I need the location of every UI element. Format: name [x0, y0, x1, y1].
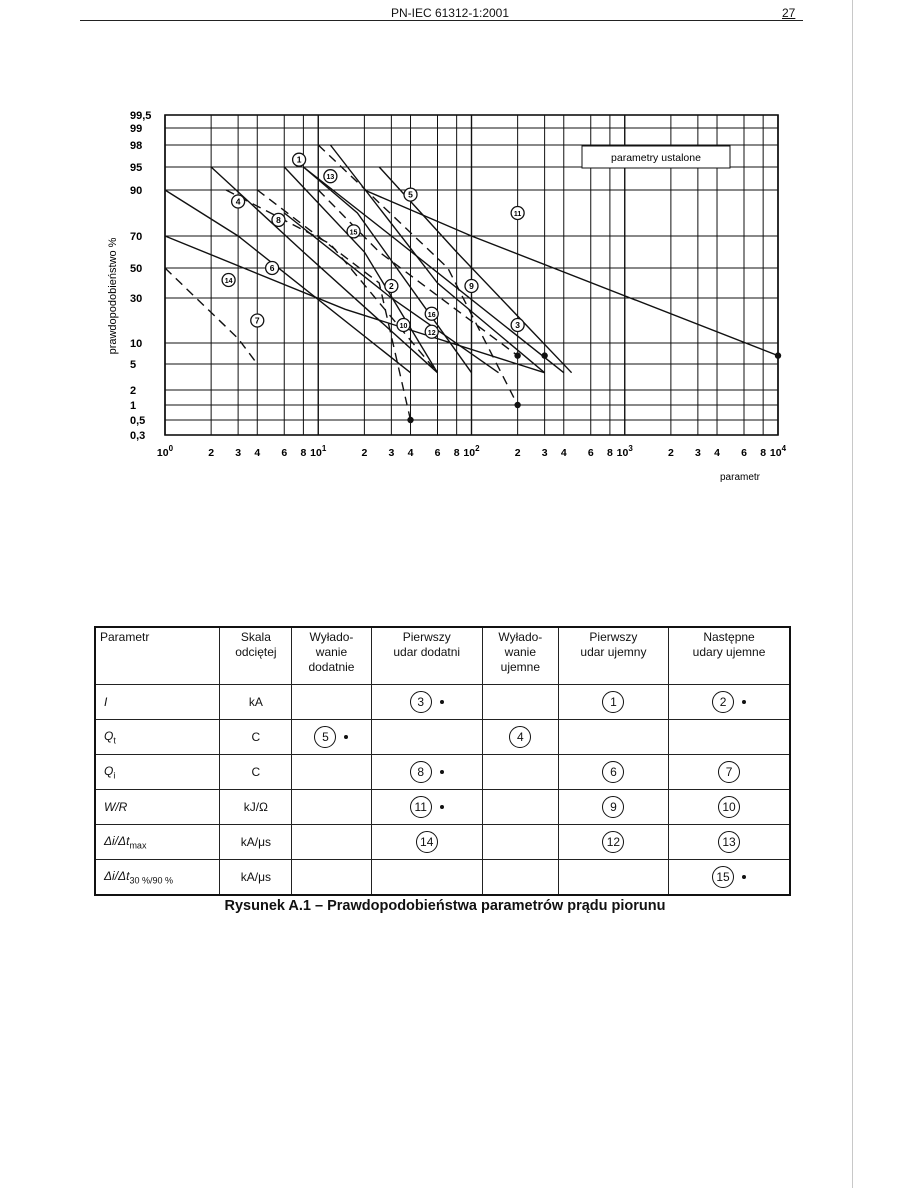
table-row	[95, 685, 790, 720]
x-tick-label: $10^0$	[156, 444, 174, 459]
curve-label-16	[425, 307, 438, 320]
x-tick-label: 6	[281, 447, 288, 459]
unit-cell: kA	[220, 685, 292, 720]
x-tick-label: 4	[407, 447, 414, 459]
table-row	[95, 825, 790, 860]
curve-reference-cell	[371, 790, 482, 825]
header-standard: PN-IEC 61312-1:2001	[390, 6, 510, 20]
curve-label-10	[397, 319, 410, 332]
x-tick-label: 2	[514, 447, 521, 459]
curve-label-12	[425, 325, 438, 338]
curve-label-number: 13	[326, 174, 335, 182]
y-tick-label: 10	[130, 338, 143, 350]
x-tick-label: 6	[587, 447, 594, 459]
parameter-cell: $\Delta i/\Delta t_{30 \%/90 \%}$	[95, 860, 220, 896]
curve-label-number: 5	[408, 189, 413, 200]
x-tick-label: 4	[254, 447, 261, 459]
curve-reference-cell	[558, 755, 668, 790]
curve-number-badge: 3	[410, 691, 432, 713]
x-tick-label: 6	[434, 447, 441, 459]
y-tick-label: 98	[130, 140, 143, 152]
curve-label-number: 3	[515, 320, 521, 330]
curve-label-number: 10	[399, 323, 408, 330]
x-tick-label: 4	[560, 447, 567, 459]
curve-label-number: 4	[235, 196, 241, 207]
parameter-cell: $\Delta i/\Delta t_{max}$	[95, 825, 220, 860]
curve-reference-cell	[669, 755, 790, 790]
figure-caption: Rysunek A.1 – Prawdopodobieństwa parametrów prądu piorunu	[224, 898, 666, 914]
x-tick-label: 3	[388, 447, 395, 459]
x-tick-label: $10^2$	[463, 444, 480, 459]
curve-label-2	[385, 280, 398, 293]
curve-label-7	[251, 314, 264, 327]
y-tick-label: 99	[130, 123, 143, 135]
curve-label-13	[324, 170, 337, 183]
curve-label-number: 7	[254, 315, 260, 326]
curve-number-badge: 4	[509, 726, 531, 748]
curve-reference-cell	[371, 755, 482, 790]
x-tick-label: 2	[667, 447, 674, 459]
fixed-parameter-dot	[344, 735, 348, 739]
table-row	[95, 720, 790, 755]
table-header-cell: Wyłado- wanie dodatnie	[292, 627, 371, 685]
fixed-parameter-dot	[742, 700, 746, 704]
curve-label-number: 6	[269, 263, 275, 273]
x-tick-label: 3	[235, 447, 242, 459]
curve-number-badge: 8	[410, 761, 432, 783]
curve-label-number: 14	[224, 278, 233, 285]
fixed-parameter-dot	[440, 805, 444, 809]
curve-reference-cell	[669, 860, 790, 896]
curve-number-badge: 6	[602, 761, 624, 783]
series-end-marker	[775, 352, 781, 358]
x-tick-label: 4	[714, 447, 720, 459]
curve-reference-cell	[292, 860, 371, 896]
x-tick-label: 8	[300, 447, 307, 459]
x-tick-label: 6	[741, 447, 747, 459]
unit-cell: C	[220, 755, 292, 790]
x-tick-label: 8	[606, 447, 613, 459]
curve-reference-cell	[558, 860, 668, 896]
y-tick-label: 95	[130, 162, 143, 174]
curve-reference-cell	[482, 825, 558, 860]
page-number: 27	[782, 6, 796, 20]
curve-label-number: 8	[276, 214, 281, 225]
curve-label-number: 1	[296, 154, 302, 165]
y-tick-label: 1	[130, 400, 137, 412]
curve-label-15	[347, 225, 360, 238]
table-header-cell: Pierwszy udar dodatni	[371, 627, 482, 685]
parameter-cell: $Q_i$	[95, 755, 220, 790]
curve-label-3	[511, 319, 524, 332]
y-tick-label: 99,5	[130, 110, 152, 122]
curve-reference-cell	[482, 790, 558, 825]
curve-reference-cell	[482, 685, 558, 720]
curve-label-6	[266, 262, 279, 275]
parameter-cell: $Q_t$	[95, 720, 220, 755]
x-tick-label: $10^4$	[769, 444, 787, 459]
curve-reference-cell	[292, 790, 371, 825]
curve-reference-cell	[669, 825, 790, 860]
curve-label-1	[293, 153, 306, 166]
series-line-12	[165, 236, 545, 373]
fixed-parameter-dot	[440, 770, 444, 774]
y-tick-label: 30	[130, 293, 143, 305]
series-end-marker	[541, 352, 547, 358]
curve-reference-cell	[669, 685, 790, 720]
curve-number-badge: 2	[712, 691, 734, 713]
curve-number-badge: 15	[712, 866, 734, 888]
y-tick-label: 2	[130, 385, 137, 397]
y-tick-label: 90	[130, 185, 143, 197]
parameter-table	[94, 626, 791, 896]
curve-label-number: 2	[389, 281, 394, 291]
x-tick-label: 3	[694, 447, 701, 459]
table-header-cell: Wyłado- wanie ujemne	[482, 627, 558, 685]
x-tick-label: 2	[208, 447, 215, 459]
y-tick-label: 50	[130, 263, 143, 275]
curve-number-badge: 11	[410, 796, 432, 818]
curve-label-9	[465, 280, 478, 293]
series-end-marker	[514, 352, 520, 358]
table-header-cell: Skala odciętej	[220, 627, 292, 685]
parameter-cell: I	[95, 685, 220, 720]
unit-cell: C	[220, 720, 292, 755]
curve-label-number: 12	[427, 329, 436, 337]
curve-reference-cell	[669, 720, 790, 755]
curve-number-badge: 1	[602, 691, 624, 713]
curve-number-badge: 14	[416, 831, 438, 853]
curve-label-number: 11	[513, 211, 522, 218]
table-row	[95, 790, 790, 825]
y-tick-label: 0,3	[130, 430, 146, 442]
curve-label-5	[404, 188, 417, 201]
curve-reference-cell	[558, 685, 668, 720]
curve-label-number: 15	[349, 229, 358, 237]
curve-number-badge: 13	[718, 831, 740, 853]
y-tick-label: 5	[130, 359, 137, 371]
table-header-cell: Następne udary ujemne	[669, 627, 790, 685]
curve-reference-cell	[558, 720, 668, 755]
curve-reference-cell	[292, 720, 371, 755]
x-axis-label: parametr	[719, 472, 761, 483]
series-end-marker	[514, 402, 520, 408]
curve-number-badge: 10	[718, 796, 740, 818]
y-tick-label: 70	[130, 231, 143, 243]
curve-reference-cell	[371, 825, 482, 860]
table-header-cell: Pierwszy udar ujemny	[558, 627, 668, 685]
table-row	[95, 860, 790, 896]
curve-number-badge: 7	[718, 761, 740, 783]
curve-label-11	[511, 207, 524, 220]
fixed-parameter-dot	[440, 700, 444, 704]
curve-reference-cell	[558, 790, 668, 825]
curve-number-badge: 9	[602, 796, 624, 818]
unit-cell: kA/μs	[220, 825, 292, 860]
x-tick-label: $10^3$	[616, 444, 633, 459]
probability-chart	[0, 0, 918, 500]
series-line-15	[318, 190, 517, 356]
curve-reference-cell	[558, 825, 668, 860]
table-header-cell: Parametr	[95, 627, 220, 685]
curve-label-4	[232, 195, 245, 208]
x-tick-label: $10^1$	[310, 444, 327, 459]
series-line-13	[303, 167, 563, 373]
curve-reference-cell	[669, 790, 790, 825]
curve-reference-cell	[292, 685, 371, 720]
curve-label-14	[222, 274, 235, 287]
curve-reference-cell	[292, 755, 371, 790]
unit-cell: kJ/Ω	[220, 790, 292, 825]
curve-reference-cell	[482, 720, 558, 755]
curve-reference-cell	[371, 860, 482, 896]
curve-reference-cell	[482, 860, 558, 896]
parameter-cell: W/R	[95, 790, 220, 825]
series-end-marker	[407, 417, 413, 423]
curve-reference-cell	[292, 825, 371, 860]
curve-label-8	[272, 213, 285, 226]
curve-number-badge: 12	[602, 831, 624, 853]
series-line-4	[165, 190, 411, 373]
x-tick-label: 3	[541, 447, 548, 459]
legend-box-label: parametry ustalone	[611, 152, 701, 164]
series-line-6	[211, 167, 437, 373]
table-row	[95, 755, 790, 790]
y-tick-label: 0,5	[130, 415, 146, 427]
curve-reference-cell	[371, 720, 482, 755]
y-axis-label: prawdopodobieństwo %	[107, 237, 119, 355]
x-tick-label: 8	[453, 447, 460, 459]
fixed-parameter-dot	[742, 875, 746, 879]
curve-reference-cell	[482, 755, 558, 790]
curve-reference-cell	[371, 685, 482, 720]
x-tick-label: 8	[760, 447, 767, 459]
unit-cell: kA/μs	[220, 860, 292, 896]
curve-label-number: 16	[427, 311, 436, 319]
curve-label-number: 9	[469, 281, 474, 291]
x-tick-label: 2	[361, 447, 368, 459]
curve-number-badge: 5	[314, 726, 336, 748]
